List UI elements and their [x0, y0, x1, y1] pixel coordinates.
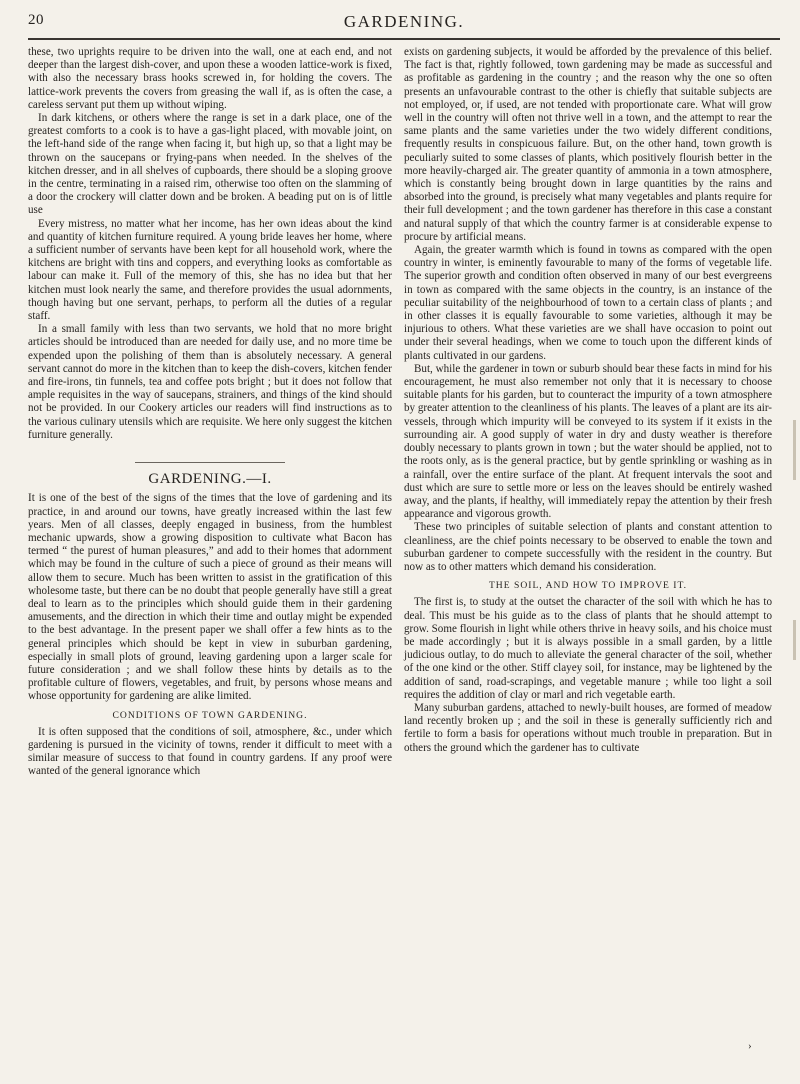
paragraph: Again, the greater warmth which is found in towns as compared with the open country in winter, is eminently favourable to many of the forms of vegetable life. The superior growth and condition often observed in many of our best evergreens in town as compared with the same objects in the country, is an instance of the peculiar suitability of the neighbourhood of town to a certain class of plants ; and in other classes it is equally favourable to some varieties, although it may be injurious to others. What these varieties are we shall have occasion to point out under their several headings, when we come to touch upon the different kinds of plants cultivated in our gardens. [404, 244, 772, 362]
page-edge-shadow [793, 620, 796, 660]
page-number: 20 [28, 12, 44, 28]
page-header [28, 12, 780, 40]
section-title: GARDENING.—I. [148, 471, 272, 488]
right-column [404, 46, 772, 755]
running-title: GARDENING. [343, 12, 465, 31]
paragraph: these, two uprights require to be driven into the wall, one at each end, and not deeper than the largest dish-cover, and upon these a wooden lattice-work is fixed, with also the necessary brass hooks screwed in, for holding the covers. The lattice-work prevents the covers from greasing the wall if, as is often the case, a careless servant put them up without wiping. [28, 46, 392, 111]
subheading: THE SOIL, AND HOW TO IMPROVE IT. [488, 580, 688, 592]
header-rule [28, 38, 780, 40]
section-divider [135, 462, 285, 463]
left-column [28, 46, 392, 779]
page-edge-shadow [793, 420, 796, 480]
paragraph: In a small family with less than two servants, we hold that no more bright articles should be introduced than are needed for daily use, and no more time be expended upon the polishing of them than is absolutely necessary. A general servant cannot do more in the kitchen than to keep the dish-covers, kitchen fender and fire-irons, tin funnels, tea and coffee pots bright ; but it does not follow that ample requisites in the way of saucepans, strainers, and things of the kind should not be provided. In our Cookery articles our readers will find instructions as to the various culinary utensils which are requisite. We here only suggest the kitchen furniture generally. [28, 323, 392, 441]
subheading: CONDITIONS OF TOWN GARDENING. [112, 709, 308, 721]
paragraph: But, while the gardener in town or suburb should bear these facts in mind for his encouragement, he must also remember not only that it is necessary to choose suitable plants for his garden, but to counteract the impurity of a town atmosphere by greater attention to the cleanliness of his plants. The leaves of a plant are its air-vessels, through which impurity will be conveyed to its system if it exists in the surrounding air. A good supply of water in dry and dusty weather is therefore doubly necessary to plants grown in town ; but the water should be applied, not to the roots only, as is the general practice, but by gentle sprinkling or washing as in a rainfall, over the entire surface of the plant. At frequent intervals the soot and dust which are sure to settle more or less on the leaves should be entirely washed away, and the plants, if healthy, will immediately repay the attention by their fresh appearance and vigorous growth. [404, 362, 772, 521]
section-paragraph: It is one of the best of the signs of the times that the love of gardening and its practice, in and around our towns, have greatly increased within the last few years. Men of all classes, deeply engaged in business, from the humblest mechanic upwards, show a growing disposition to cultivate what Bacon has termed “ the purest of human pleasures,” and add to their homes that adornment which may be found in the culture of such a piece of ground as their means will allow them to secure. Much has been written to assist in the gratification of this wholesome taste, but there can be no doubt that people generally have still a great deal to learn as to the principles which should guide them in their gardening amusements, and the direction in which their time and outlay might be expended to the best advantage. In the present paper we shall offer a few hints as to the general principles which should be kept in view in suburban gardening, especially in small plots of ground, leaving gardening upon a larger scale for future consideration ; and we shall follow these hints by details as to the profitable culture of flowers, vegetables, and fruit, by persons whose means and whose opportunity for gardening are alike limited. [28, 492, 392, 703]
catchword: › [748, 1040, 752, 1052]
paragraph: These two principles of suitable selection of plants and constant attention to cleanliness, are the chief points necessary to be observed to enable the town and suburban gardener to compete successfully with the resident in the country. But now as to other matters which demand his consideration. [404, 521, 772, 573]
paragraph: The first is, to study at the outset the character of the soil with which he has to deal. This must be his guide as to the class of plants that he should attempt to grow. Some flourish in light while others thrive in heavy soils, and his choice must be made accordingly ; but it is always possible in a small garden, by a little judicious outlay, to do much to alleviate the general character of the soil, whether of the one kind or the other. Stiff clayey soil, for instance, may be lightened by the addition of sand, road-scrapings, and vegetable manure ; while too light a soil requires the addition of clay or marl and rich vegetable earth. [404, 596, 772, 701]
paragraph: In dark kitchens, or others where the range is set in a dark place, one of the greatest comforts to a cook is to have a gas-light placed, with movable joint, on the left-hand side of the range when facing it, but high up, so that a light may be thrown on the saucepans or frying-pans when needed. In the shelves of the kitchen dresser, and in all shelves of cupboards, there should be a sloping groove in the centre, terminating in a raised rim, otherwise too often on the slamming of a door the crockery will clatter down and be broken. A beading put on is of little use [28, 112, 392, 217]
paragraph: exists on gardening subjects, it would be afforded by the prevalence of this belief. The fact is that, rightly followed, town gardening may be made as successful and as profitable as gardening in the country ; and the reason why the one so often presents an unfavourable contrast to the other is chiefly that suitable subjects are not employed, or, if used, are not tended with proportionate care. What will grow well in the country will often not thrive well in a town, and the attempt to rear the same plants and the same varieties under the two widely different conditions, frequently results in conspicuous failure. But, on the other hand, town growth is peculiarly suited to some classes of plants, which positively flourish better in the more heavily-charged air. The greater quantity of ammonia in a town atmosphere, which is constantly being brought down in large quantities by the rains and absorbed into the ground, is precisely what many vegetables and plants require for their full development ; and the town gardener has therefore in this case a constant and natural supply of that which the country farmer is at considerable expense to procure by artificial means. [404, 46, 772, 243]
paragraph: Many suburban gardens, attached to newly-built houses, are formed of meadow land recently broken up ; and the soil in these is generally sufficiently rich and fertile to form a basis for operations without much trouble in preparation. But in others the ground which the gardener has to cultivate [404, 701, 772, 754]
paragraph: It is often supposed that the conditions of soil, atmosphere, &c., under which gardening is pursued in the vicinity of towns, render it difficult to meet with a similar measure of success to that found in country gardens. If any proof were wanted of the general ignorance which [28, 725, 392, 778]
paragraph: Every mistress, no matter what her income, has her own ideas about the kind and quantity of kitchen furniture required. A young bride leaves her home, where a sufficient number of servants have been kept for all household work, where the kitchens are bright with tins and coppers, and everything looks as comfortable as labour can make it. Full of the memory of this, she has no idea but that her kitchen must look nearly the same, and therefore provides the usual adornments, though having but one servant, perhaps, to perform all the duties of a regular staff. [28, 217, 392, 323]
